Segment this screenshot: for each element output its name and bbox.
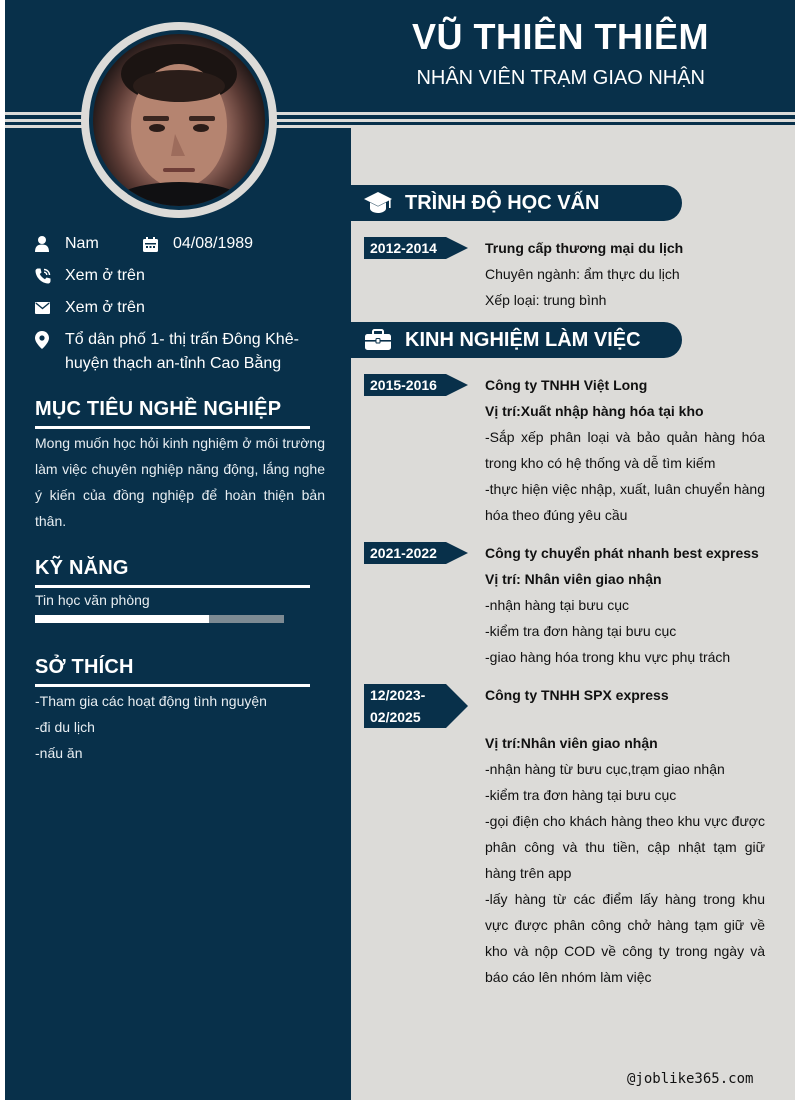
email-value: Xem ở trên bbox=[65, 299, 145, 316]
avatar-portrait bbox=[93, 34, 265, 206]
job-duty: -thực hiện việc nhập, xuất, luân chuyển hàng hóa theo đúng yêu cầu bbox=[485, 481, 765, 523]
education-grade: Xếp loại: trung bình bbox=[485, 292, 607, 308]
job-duty: -nhận hàng từ bưu cục,trạm giao nhận bbox=[485, 761, 725, 777]
skills-heading: KỸ NĂNG bbox=[35, 557, 129, 579]
experience-heading: KINH NGHIỆM LÀM VIỆC bbox=[405, 328, 641, 351]
job-entry bbox=[485, 682, 765, 990]
education-major: Chuyên ngành: ẩm thực du lịch bbox=[485, 266, 680, 282]
hobbies-rule bbox=[35, 684, 310, 687]
phone-icon bbox=[35, 264, 65, 288]
address-value bbox=[65, 328, 299, 376]
job-period-end: 02/2025 bbox=[370, 709, 421, 725]
education-heading: TRÌNH ĐỘ HỌC VẤN bbox=[405, 191, 600, 214]
job-period-arrow bbox=[446, 542, 468, 564]
job-duty: -kiểm tra đơn hàng tại bưu cục bbox=[485, 787, 677, 803]
job-company: Công ty TNHH Việt Long bbox=[485, 377, 648, 393]
education-entry bbox=[485, 235, 765, 313]
job-duty: -lấy hàng từ các điểm lấy hàng trong khu vực được phân công chở hàng tạm giữ về kho và nộp COD về công ty trong ngày và báo cáo lên nhóm làm việc bbox=[485, 891, 765, 985]
job-entry bbox=[485, 372, 765, 528]
briefcase-icon bbox=[351, 329, 405, 351]
watermark: @joblike365.com bbox=[627, 1071, 754, 1087]
education-period-arrow bbox=[446, 237, 468, 259]
contact-phone bbox=[35, 264, 145, 288]
email-icon bbox=[35, 296, 65, 320]
skill-bar-fill bbox=[35, 615, 209, 623]
contact-email bbox=[35, 296, 145, 320]
hobby-item: -nấu ăn bbox=[35, 745, 83, 761]
gender-value: Nam bbox=[65, 235, 99, 252]
hobby-item: -Tham gia các hoạt động tình nguyện bbox=[35, 693, 267, 709]
job-position: Vị trí: Nhân viên giao nhận bbox=[485, 571, 662, 587]
job-period-tag: 2021-2022 bbox=[364, 542, 446, 564]
job-position: Vị trí:Nhân viên giao nhận bbox=[485, 735, 658, 751]
objective-text: Mong muốn học hỏi kinh nghiệm ở môi trường làm việc chuyên nghiệp năng động, lắng nghe ý kiến của đồng nghiệp để hoàn thiện bản thân. bbox=[35, 435, 325, 529]
objective-rule bbox=[35, 426, 310, 429]
education-school: Trung cấp thương mại du lịch bbox=[485, 240, 684, 256]
job-company: Công ty TNHH SPX express bbox=[485, 687, 669, 703]
hobby-item: -đi du lịch bbox=[35, 719, 95, 735]
education-period-tag: 2012-2014 bbox=[364, 237, 446, 259]
education-section-header bbox=[351, 185, 682, 221]
hobbies-heading: SỞ THÍCH bbox=[35, 656, 134, 678]
experience-section-header bbox=[351, 322, 682, 358]
location-pin-icon bbox=[35, 328, 65, 352]
contact-address bbox=[35, 328, 299, 376]
job-period-arrow bbox=[446, 374, 468, 396]
job-entry bbox=[485, 540, 765, 670]
job-period-start: 12/2023- bbox=[370, 687, 426, 703]
job-duty: -Sắp xếp phân loại và bảo quản hàng hóa trong kho có hệ thống và dễ tìm kiếm bbox=[485, 429, 765, 471]
job-duty: -gọi điện cho khách hàng theo khu vực được phân công và thu tiền, cập nhật tạm giữ hàng trên app bbox=[485, 813, 765, 881]
job-period-tag: 2015-2016 bbox=[364, 374, 446, 396]
job-period-tag bbox=[364, 684, 446, 728]
address-line-2: huyện thạch an-tỉnh Cao Bằng bbox=[65, 355, 282, 372]
contact-birthday bbox=[143, 232, 253, 256]
skill-bar-track bbox=[35, 615, 284, 623]
avatar bbox=[93, 34, 265, 206]
skill-name: Tin học văn phòng bbox=[35, 592, 150, 608]
graduation-cap-icon bbox=[351, 191, 405, 215]
user-icon bbox=[35, 232, 65, 256]
job-duty: -kiểm tra đơn hàng tại bưu cục bbox=[485, 623, 677, 639]
objective-heading: MỤC TIÊU NGHỀ NGHIỆP bbox=[35, 398, 282, 420]
resume-page bbox=[5, 0, 795, 1100]
job-duty: -giao hàng hóa trong khu vực phụ trách bbox=[485, 649, 731, 665]
job-duty: -nhận hàng tại bưu cục bbox=[485, 597, 630, 613]
job-company: Công ty chuyển phát nhanh best express bbox=[485, 545, 759, 561]
job-position: Vị trí:Xuất nhập hàng hóa tại kho bbox=[485, 403, 704, 419]
address-line-1: Tổ dân phố 1- thị trấn Đông Khê- bbox=[65, 331, 299, 348]
phone-value: Xem ở trên bbox=[65, 267, 145, 284]
candidate-title: NHÂN VIÊN TRẠM GIAO NHẬN bbox=[416, 67, 705, 89]
calendar-icon bbox=[143, 232, 173, 256]
birthday-value: 04/08/1989 bbox=[173, 235, 254, 252]
skills-rule bbox=[35, 585, 310, 588]
job-period-arrow bbox=[446, 684, 468, 728]
contact-gender bbox=[35, 232, 99, 256]
candidate-name: VŨ THIÊN THIÊM bbox=[411, 16, 709, 57]
